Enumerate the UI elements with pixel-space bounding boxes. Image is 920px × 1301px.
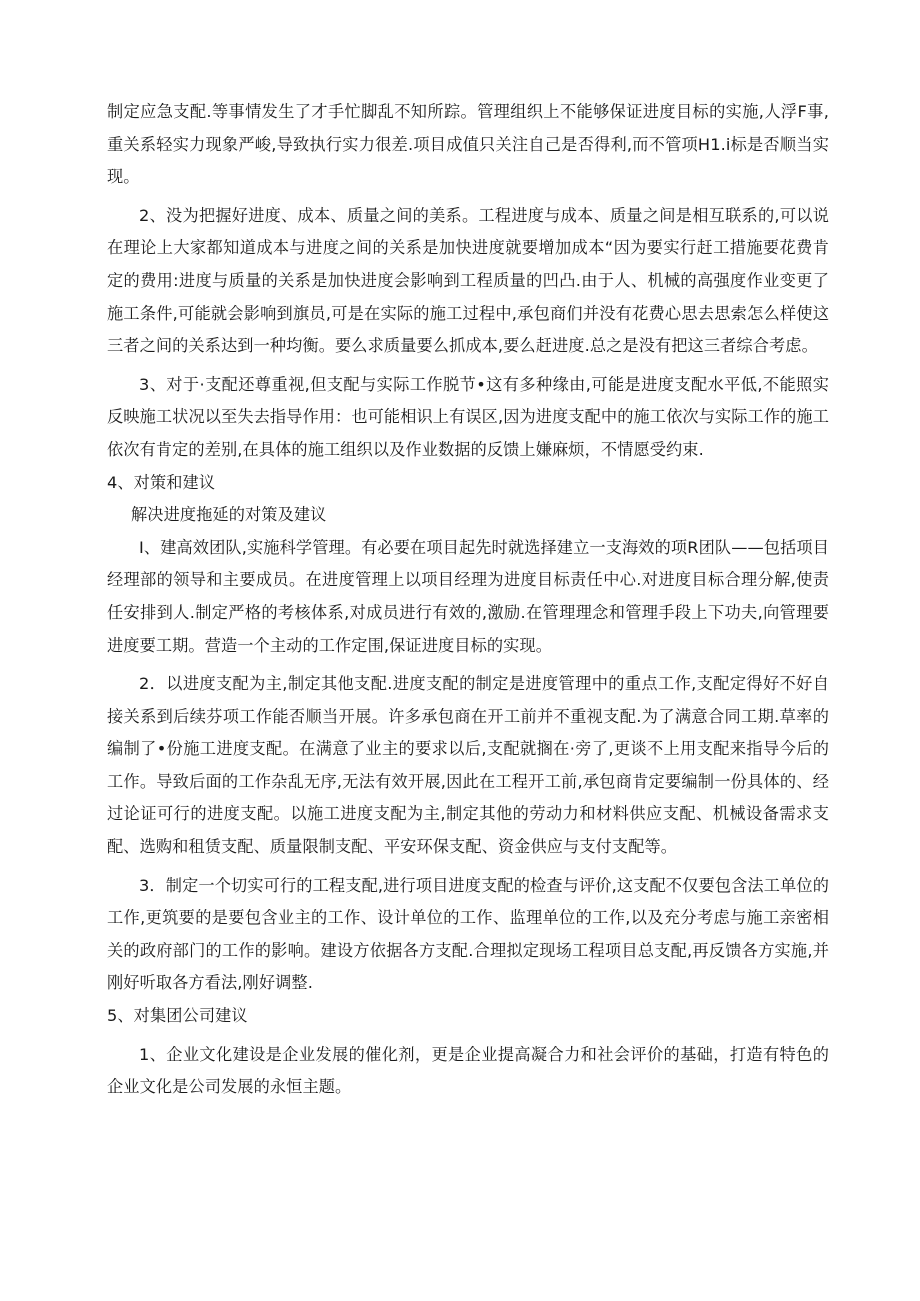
document-page bbox=[107, 96, 829, 1104]
paragraph-measure-3-plan: 3．制定一个切实可行的工程支配,进行项目进度支配的检查与评价,这支配不仅要包含法工单位的工作,更筑要的是要包含业主的工作、设计单位的工作、监理单位的工作,以及充分考虑与施工亲密相关的政府部门的工作的影响。建设方依据各方支配.合理拟定现场工程项目总支配,再反馈各方实施,并刚好听取各方看法,刚好调整. bbox=[107, 875, 829, 993]
subheading-countermeasures: 解决进度拖延的对策及建议 bbox=[131, 505, 327, 525]
paragraph-point-3-plan-disconnect: 3、对于·支配还尊重视,但支配与实际工作脱节•这有多种缘由,可能是进度支配水平低,不能照实反映施工状况以至失去指导作用：也可能相识上有误区,因为进度支配中的施工依次与实际工作的施工依次有肯定的差别,在具体的施工组织以及作业数据的反馈上嫌麻烦，不情愿受约束. bbox=[107, 374, 829, 459]
paragraph-point-2-balance: 2、没为把握好进度、成本、质量之间的美系。工程进度与成本、质量之间是相互联系的,可以说在理论上大家都知道成本与进度之间的关系是加快进度就要增加成本“因为要实行赶工措施要花费肯定的费用:进度与质量的关系是加快进度会影响到工程质量的凹凸.由于人、机械的高强度作业变更了施工条件,可能就会影响到旗员,可是在实际的施工过程中,承包商们并没有花费心思去思索怎么样使这三者之间的关系达到一种均衡。要么求质量要么抓成本,要么赶进度.总之是没有把这三者综合考虑。 bbox=[107, 205, 829, 356]
paragraph-group-suggestion-1: 1、企业文化建设是企业发展的催化剂，更是企业提高凝合力和社会评价的基础，打造有特色的企业文化是公司发展的永恒主题。 bbox=[107, 1044, 829, 1097]
section-heading-5: 5、对集团公司建议 bbox=[107, 1006, 248, 1026]
paragraph-measure-2-schedule: 2．以进度支配为主,制定其他支配.进度支配的制定是进度管理中的重点工作,支配定得好不好自接关系到后续芬项工作能否顺当开展。许多承包商在开工前并不重视支配.为了满意合同工期.草率的编制了•份施工进度支配。在满意了业主的要求以后,支配就搁在·旁了,更谈不上用支配来指导今后的工作。导致后面的工作杂乱无序,无法有效开展,因此在工程开工前,承包商肯定要编制一份具体的、经过论证可行的进度支配。以施工进度支配为主,制定其他的劳动力和材料供应支配、机械设备需求支配、选购和租赁支配、质量限制支配、平安环保支配、资金供应与支付支配等。 bbox=[107, 674, 829, 857]
paragraph-emergency-plan: 制定应急支配.等事情发生了才手忙脚乱不知所踪。管理组织上不能够保证进度目标的实施,人浮F事,重关系轻实力现象严峻,导致执行实力很差.项目成值只关注自己是否得利,而不管项H1.i标是否顺当实现。 bbox=[107, 102, 829, 187]
section-heading-4: 4、对策和建议 bbox=[107, 472, 216, 492]
paragraph-measure-1-team: I、建高效团队,实施科学管理。有必要在项目起先时就选择建立一支海效的项R团队——包括项目经理部的领导和主要成员。在进度管理上以项目经理为进度目标责任中心.对进度目标合理分解,使责任安排到人.制定严格的考核体系,对成员进行有效的,激励.在管理理念和管理手段上下功夫,向管理要进度要工期。营造一个主动的工作定围,保证进度目标的实现。 bbox=[107, 537, 829, 655]
